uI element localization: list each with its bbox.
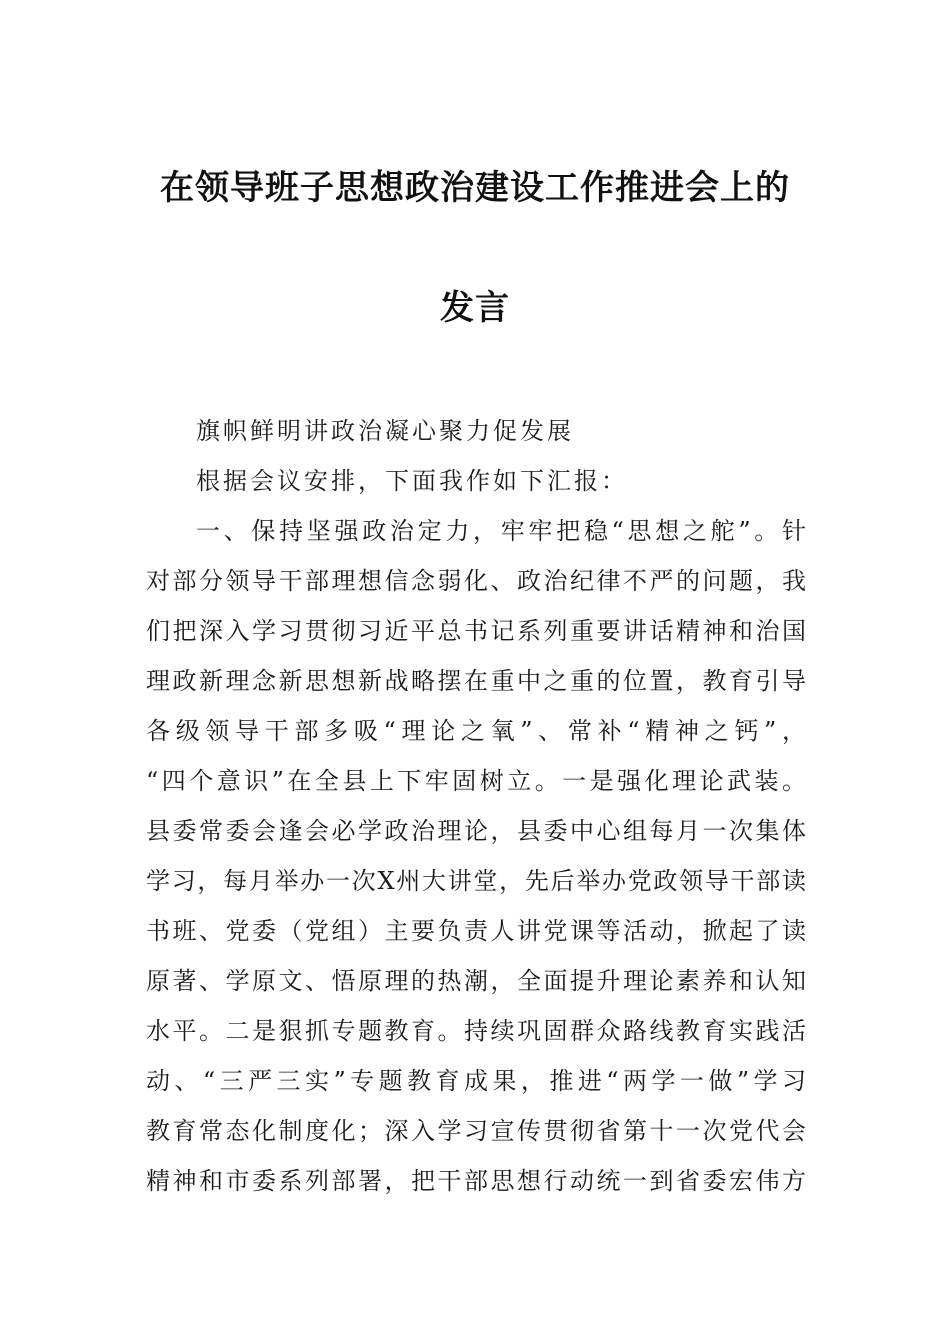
body-line: 们把深入学习贯彻习近平总书记系列重要讲话精神和治国	[146, 617, 806, 645]
body-line: 原著、学原文、悟原理的热潮，全面提升理论素养和认知	[146, 967, 806, 995]
body-line: 各级领导干部多吸“理论之氧”、常补“精神之钙”，	[146, 717, 806, 745]
body-line: 书班、党委（党组）主要负责人讲党课等活动，掀起了读	[146, 917, 806, 945]
body-line: 水平。二是狠抓专题教育。持续巩固群众路线教育实践活	[146, 1017, 806, 1045]
body-line: “四个意识”在全县上下牢固树立。一是强化理论武装。	[146, 767, 806, 795]
document-title-line-1: 在领导班子思想政治建设工作推进会上的	[160, 168, 790, 208]
body-line: 对部分领导干部理想信念弱化、政治纪律不严的问题，我	[146, 567, 806, 595]
body-line: 教育常态化制度化；深入学习宣传贯彻省第十一次党代会	[146, 1117, 806, 1145]
body-line: 县委常委会逢会必学政治理论，县委中心组每月一次集体	[146, 817, 806, 845]
document-title-line-2: 发言	[440, 288, 510, 328]
intro-paragraph: 根据会议安排，下面我作如下汇报：	[196, 467, 628, 495]
body-line: 学习，每月举办一次X州大讲堂，先后举办党政领导干部读	[146, 867, 806, 895]
body-line: 动、“三严三实”专题教育成果，推进“两学一做”学习	[146, 1067, 806, 1095]
body-line: 理政新理念新思想新战略摆在重中之重的位置，教育引导	[146, 667, 806, 695]
document-subtitle: 旗帜鲜明讲政治凝心聚力促发展	[196, 417, 574, 445]
body-line: 一、保持坚强政治定力，牢牢把稳“思想之舵”。针	[196, 517, 806, 545]
body-line: 精神和市委系列部署，把干部思想行动统一到省委宏伟方	[146, 1167, 806, 1195]
